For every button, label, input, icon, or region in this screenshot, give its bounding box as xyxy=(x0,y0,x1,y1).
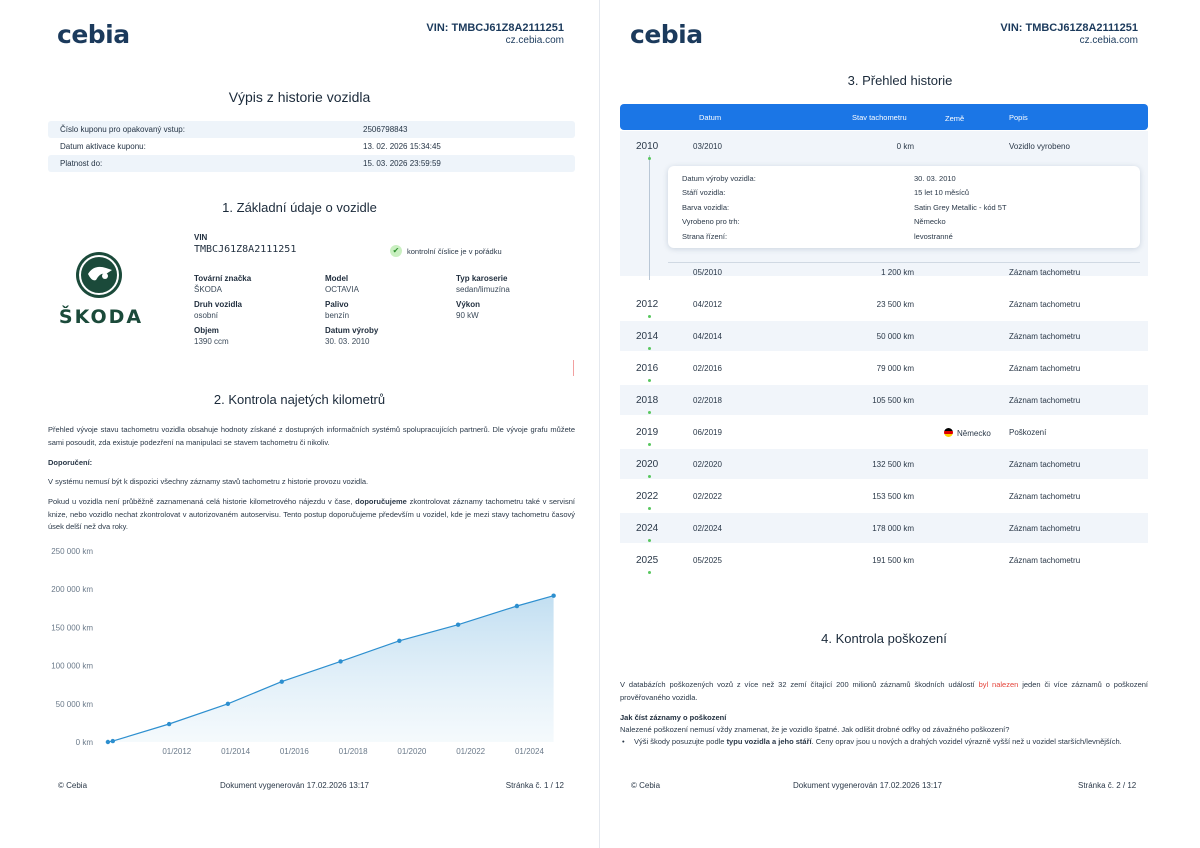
row-year: 2020 xyxy=(636,459,659,470)
y-tick-label: 50 000 km xyxy=(55,699,93,709)
page-header-right xyxy=(426,22,564,46)
row-year: 2014 xyxy=(636,331,659,342)
row-date: 04/2012 xyxy=(693,300,722,309)
row-year: 2025 xyxy=(636,555,659,566)
page-title: Výpis z historie vozidla xyxy=(228,89,371,105)
footer-page-number: Stránka č. 1 / 12 xyxy=(505,781,564,790)
x-tick-label: 01/2012 xyxy=(162,747,192,756)
cebia-logo: cebia xyxy=(630,20,703,49)
para-text: Výši škody posuzujte podle xyxy=(634,737,727,746)
damage-summary-paragraph xyxy=(620,679,1148,704)
row-year: 2019 xyxy=(636,427,659,438)
detail-label: Stáří vozidla: xyxy=(682,188,726,197)
para-text: V databázích poškozených vozů z více než 32 zemí čítající 200 milionů záznamů škodních událostí xyxy=(620,680,979,689)
chart-data-point xyxy=(111,739,115,743)
chart-data-point xyxy=(106,740,110,744)
field-value: benzín xyxy=(325,311,350,320)
row-km: 178 000 km xyxy=(872,524,914,533)
field-value: 1390 ccm xyxy=(194,337,229,346)
footer-generated: Dokument vygenerován 17.02.2026 13:17 xyxy=(793,781,942,790)
row-date: 02/2020 xyxy=(693,460,722,469)
timeline-dot xyxy=(648,571,651,574)
row-km: 23 500 km xyxy=(876,300,914,309)
field-label: Datum výroby xyxy=(325,326,379,335)
footer-generated: Dokument vygenerován 17.02.2026 13:17 xyxy=(220,781,369,790)
field-value: osobní xyxy=(194,311,219,320)
field-fuel xyxy=(325,300,349,320)
detail-value: 15 let 10 měsíců xyxy=(914,188,970,197)
col-odometer: Stav tachometru xyxy=(852,113,907,122)
table-row[interactable] xyxy=(620,481,1148,511)
x-tick-label: 01/2020 xyxy=(397,747,427,756)
row-year: 2022 xyxy=(636,491,659,502)
field-value: ŠKODA xyxy=(194,285,223,294)
row-date: 02/2018 xyxy=(693,396,722,405)
table-row[interactable] xyxy=(620,353,1148,383)
timeline-dot xyxy=(648,157,651,160)
y-tick-label: 150 000 km xyxy=(51,623,93,633)
coupon-row xyxy=(48,138,575,155)
chart-data-point xyxy=(226,702,230,706)
y-tick-label: 200 000 km xyxy=(51,585,93,595)
detail-label: Barva vozidla: xyxy=(682,203,730,212)
row-km: 50 000 km xyxy=(876,332,914,341)
field-value: OCTAVIA xyxy=(325,285,359,294)
history-table-header xyxy=(620,104,1148,130)
footer-left: © Cebia xyxy=(631,781,661,790)
row-date: 05/2010 xyxy=(693,268,722,277)
coupon-row xyxy=(48,121,575,138)
timeline-dot xyxy=(648,443,651,446)
row-date: 02/2016 xyxy=(693,364,722,373)
coupon-label: Číslo kuponu pro opakovaný vstup: xyxy=(60,125,185,134)
recommendation-label: Doporučení: xyxy=(48,458,93,467)
x-tick-label: 01/2018 xyxy=(338,747,368,756)
chart-data-point xyxy=(167,722,171,726)
row-date: 05/2025 xyxy=(693,556,722,565)
page-header-right xyxy=(1000,22,1138,46)
bullet-dot-icon: • xyxy=(622,737,625,746)
table-row[interactable] xyxy=(620,417,1148,447)
field-power xyxy=(456,300,480,320)
field-kind xyxy=(194,300,242,320)
how-to-read-text: Nalezené poškození nemusí vždy znamenat, že je vozidlo špatné. Jak odlišit drobné odřky od závažného poškození? xyxy=(620,725,1010,734)
field-volume xyxy=(194,326,229,346)
chart-data-point xyxy=(397,639,401,643)
row-km: 191 500 km xyxy=(872,556,914,565)
header-site[interactable]: cz.cebia.com xyxy=(505,35,564,46)
para-emphasis: doporučujeme xyxy=(355,497,407,506)
header-site[interactable]: cz.cebia.com xyxy=(1079,35,1138,46)
row-km: 1 200 km xyxy=(881,268,914,277)
field-label: Palivo xyxy=(325,300,349,309)
col-country: Země xyxy=(945,114,965,123)
section-1-heading: 1. Základní údaje o vozidle xyxy=(222,200,377,215)
coupon-row xyxy=(48,155,575,172)
footer-left: © Cebia xyxy=(58,781,88,790)
cebia-logo: cebia xyxy=(57,20,130,49)
table-row[interactable] xyxy=(620,289,1148,319)
coupon-value: 13. 02. 2026 15:34:45 xyxy=(363,142,441,151)
row-km: 153 500 km xyxy=(872,492,914,501)
para-text: Pokud u vozidla není průběžně zaznamenaná celá historie kilometrového nájezdu v čase, xyxy=(48,497,356,506)
coupon-value: 2506798843 xyxy=(363,125,408,134)
chart-data-point xyxy=(456,623,460,627)
timeline-dot xyxy=(648,347,651,350)
row-desc: Poškození xyxy=(1009,428,1047,437)
row-year: 2024 xyxy=(636,523,659,534)
timeline-dot xyxy=(648,475,651,478)
detail-label: Datum výroby vozidla: xyxy=(682,174,756,183)
x-tick-label: 01/2016 xyxy=(279,747,309,756)
detail-value: levostranné xyxy=(914,232,953,241)
chart-data-point xyxy=(551,593,555,597)
field-label: Tovární značka xyxy=(194,274,252,283)
detail-value: 30. 03. 2010 xyxy=(914,174,956,183)
damage-bullet xyxy=(620,736,1148,749)
field-value: 30. 03. 2010 xyxy=(325,337,370,346)
how-to-read-title: Jak číst záznamy o poškození xyxy=(620,713,727,722)
section-3-heading: 3. Přehled historie xyxy=(847,73,953,88)
row-date: 03/2010 xyxy=(693,142,722,151)
check-icon: ✔ xyxy=(390,245,402,257)
row-desc: Záznam tachometru xyxy=(1009,556,1081,565)
field-brand xyxy=(194,274,251,294)
timeline-dot xyxy=(648,539,651,542)
field-label: Model xyxy=(325,274,349,283)
row-desc: Vozidlo vyrobeno xyxy=(1009,142,1070,151)
table-row[interactable] xyxy=(620,257,1148,287)
field-label: Typ karoserie xyxy=(456,274,508,283)
field-value: 90 kW xyxy=(456,311,479,320)
table-row[interactable] xyxy=(620,545,1148,575)
para-text: . Ceny oprav jsou u nových a drahých vozidel výrazně vyšší než u vozidel starších/levnějších. xyxy=(811,737,1122,746)
row-desc: Záznam tachometru xyxy=(1009,460,1081,469)
table-row[interactable] xyxy=(620,513,1148,543)
header-vin: VIN: TMBCJ61Z8A2111251 xyxy=(426,22,564,34)
odometer-intro-paragraph: Přehled vývoje stavu tachometru vozidla obsahuje hodnoty získané z dostupných informačních systémů spolupracujících partnerů. Dle vývoje grafu můžete sami posoudit, zda existuje podezření na manipulaci se stavem tachometru či nikoliv. xyxy=(48,425,575,447)
row-year: 2012 xyxy=(636,299,659,310)
skoda-logo xyxy=(48,250,154,330)
table-row[interactable] xyxy=(620,449,1148,479)
field-value: sedan/limuzína xyxy=(456,285,510,294)
x-tick-label: 01/2014 xyxy=(221,747,251,756)
timeline-dot xyxy=(648,411,651,414)
coupon-table xyxy=(48,121,575,172)
row-year: 2018 xyxy=(636,395,659,406)
timeline-dot xyxy=(648,507,651,510)
footer-page-number: Stránka č. 2 / 12 xyxy=(1078,781,1137,790)
row-year: 2010 xyxy=(636,141,659,152)
vin-check-text: kontrolní číslice je v pořádku xyxy=(407,246,502,256)
row-desc: Záznam tachometru xyxy=(1009,492,1081,501)
para-text: zkontrolovat záznamy tachometru také v servisní knize, nebo vozidlo nechat zkontrolovat v autorizovaném autoservisu. Tento postup doporučujeme především u vozidel, kde je mezi stavy tachometru časový úsek delší než dva roky. xyxy=(48,497,575,531)
row-km: 105 500 km xyxy=(872,396,914,405)
y-tick-label: 100 000 km xyxy=(51,661,93,671)
section-2-heading: 2. Kontrola najetých kilometrů xyxy=(213,392,386,407)
row-date: 06/2019 xyxy=(693,428,722,437)
vin-check xyxy=(390,245,502,257)
row-year: 2016 xyxy=(636,363,659,374)
row-country xyxy=(944,428,991,438)
field-label: Výkon xyxy=(456,300,481,309)
row-desc: Záznam tachometru xyxy=(1009,524,1081,533)
detail-value: Německo xyxy=(914,217,946,226)
row-km: 79 000 km xyxy=(876,364,914,373)
field-body xyxy=(456,274,510,294)
row-date: 02/2022 xyxy=(693,492,722,501)
para-emphasis: typu vozidla a jeho stáří xyxy=(726,737,812,746)
coupon-label: Platnost do: xyxy=(60,159,103,168)
damage-found-highlight: byl nalezen xyxy=(978,680,1019,689)
col-description: Popis xyxy=(1009,113,1028,122)
skoda-wordmark: ŠKODA xyxy=(58,306,144,328)
x-tick-label: 01/2024 xyxy=(514,747,544,756)
y-tick-label: 0 km xyxy=(75,738,93,747)
table-row[interactable] xyxy=(620,385,1148,415)
table-row[interactable] xyxy=(620,321,1148,351)
chart-data-point xyxy=(515,604,519,608)
y-tick-label: 250 000 km xyxy=(51,547,93,556)
detail-label: Strana řízení: xyxy=(682,232,728,241)
row-km: 0 km xyxy=(896,142,914,151)
field-label: Druh vozidla xyxy=(194,300,243,309)
row-date: 02/2024 xyxy=(693,524,722,533)
para-text: jeden či více záznamů o poškození prověřovaného vozidla. xyxy=(620,680,1148,702)
header-vin: VIN: TMBCJ61Z8A2111251 xyxy=(1000,22,1138,34)
row-desc: Záznam tachometru xyxy=(1009,268,1081,277)
field-label: Objem xyxy=(194,326,219,335)
chart-area-fill xyxy=(108,596,554,742)
recommendation-paragraph: V systému nemusí být k dispozici všechny záznamy stavů tachometru z historie provozu vozidla. xyxy=(48,477,369,486)
field-model xyxy=(325,274,359,294)
col-date: Datum xyxy=(699,113,722,122)
odometer-chart xyxy=(40,543,570,760)
detail-value: Satin Grey Metallic - kód 5T xyxy=(914,203,1007,212)
chart-data-point xyxy=(338,659,342,663)
detail-label: Vyrobeno pro trh: xyxy=(682,217,740,226)
field-production-date xyxy=(325,326,378,346)
row-desc: Záznam tachometru xyxy=(1009,364,1081,373)
vin-label: VIN xyxy=(194,233,208,242)
row-desc: Záznam tachometru xyxy=(1009,300,1081,309)
section-4-heading: 4. Kontrola poškození xyxy=(821,631,947,646)
production-detail-card xyxy=(668,166,1140,248)
recommendation-detail-paragraph xyxy=(48,496,575,534)
row-km: 132 500 km xyxy=(872,460,914,469)
coupon-label: Datum aktivace kuponu: xyxy=(60,142,146,151)
chart-data-point xyxy=(280,679,284,683)
timeline-dot xyxy=(648,315,651,318)
vin-value: TMBCJ61Z8A2111251 xyxy=(194,244,297,255)
row-country-name: Německo xyxy=(957,429,991,438)
x-tick-label: 01/2022 xyxy=(456,747,486,756)
row-desc: Záznam tachometru xyxy=(1009,332,1081,341)
row-date: 04/2014 xyxy=(693,332,722,341)
table-row[interactable] xyxy=(620,131,1148,161)
germany-flag-icon xyxy=(944,428,953,437)
timeline-dot xyxy=(648,379,651,382)
divider-mark xyxy=(573,360,574,376)
row-desc: Záznam tachometru xyxy=(1009,396,1081,405)
coupon-value: 15. 03. 2026 23:59:59 xyxy=(363,159,441,168)
